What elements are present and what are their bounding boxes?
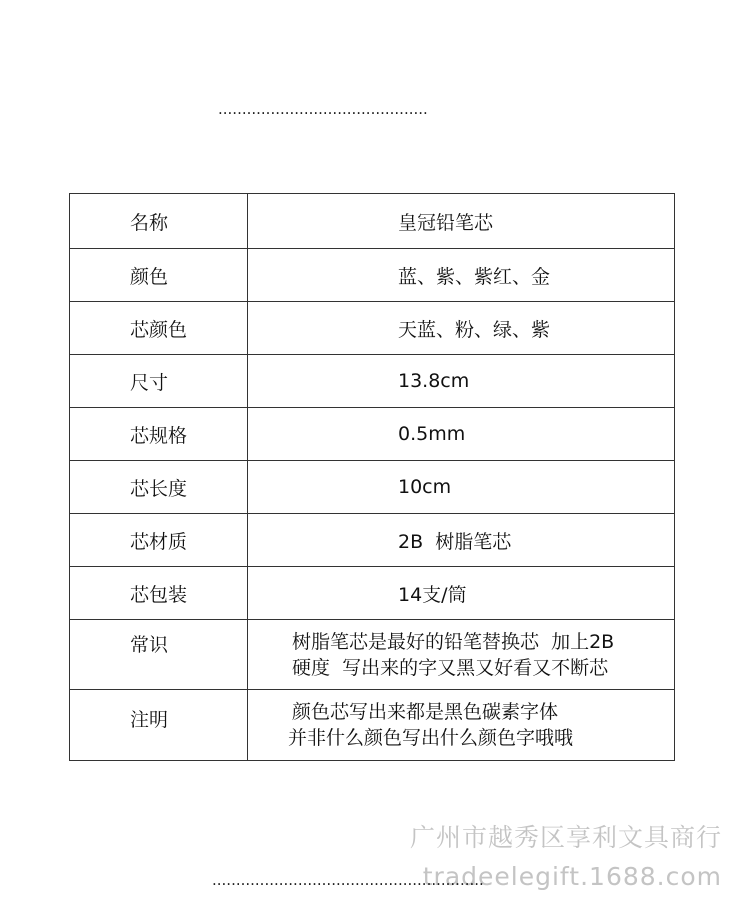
row-value-line: 并非什么颜色写出什么颜色字哦哦 <box>288 727 574 749</box>
top-dotted-separator: ............................................ <box>218 100 428 118</box>
row-value: 天蓝、粉、绿、紫 <box>248 302 675 355</box>
row-value <box>248 690 675 761</box>
row-label: 注明 <box>70 690 248 761</box>
row-value: 10cm <box>248 461 675 514</box>
row-value: 蓝、紫、紫红、金 <box>248 249 675 302</box>
table-row <box>70 620 675 690</box>
row-label: 芯包装 <box>70 567 248 620</box>
row-label: 颜色 <box>70 249 248 302</box>
row-value: 13.8cm <box>248 355 675 408</box>
row-label: 芯颜色 <box>70 302 248 355</box>
watermark-url: tradeelegift.1688.com <box>422 862 722 891</box>
table-row <box>70 302 675 355</box>
bottom-dotted-separator: ......................................................... <box>212 871 484 889</box>
row-label: 名称 <box>70 194 248 249</box>
row-label: 尺寸 <box>70 355 248 408</box>
table-row <box>70 461 675 514</box>
row-label: 芯规格 <box>70 408 248 461</box>
spec-table <box>69 193 675 761</box>
row-label: 常识 <box>70 620 248 690</box>
table-row <box>70 194 675 249</box>
row-value: 2B 树脂笔芯 <box>248 514 675 567</box>
row-value-line: 颜色芯写出来都是黑色碳素字体 <box>292 701 559 723</box>
table-row <box>70 514 675 567</box>
row-value: 0.5mm <box>248 408 675 461</box>
watermark-company: 广州市越秀区享利文具商行 <box>409 823 722 852</box>
table-row <box>70 249 675 302</box>
table-row <box>70 355 675 408</box>
table-row <box>70 567 675 620</box>
row-value-line: 硬度 写出来的字又黑又好看又不断芯 <box>292 656 609 679</box>
row-value: 14支/筒 <box>248 567 675 620</box>
row-value-line: 树脂笔芯是最好的铅笔替换芯 加上2B <box>292 630 615 653</box>
row-value <box>248 620 675 690</box>
row-label: 芯材质 <box>70 514 248 567</box>
row-value: 皇冠铅笔芯 <box>248 194 675 249</box>
table-row <box>70 408 675 461</box>
row-label: 芯长度 <box>70 461 248 514</box>
table-row <box>70 690 675 761</box>
